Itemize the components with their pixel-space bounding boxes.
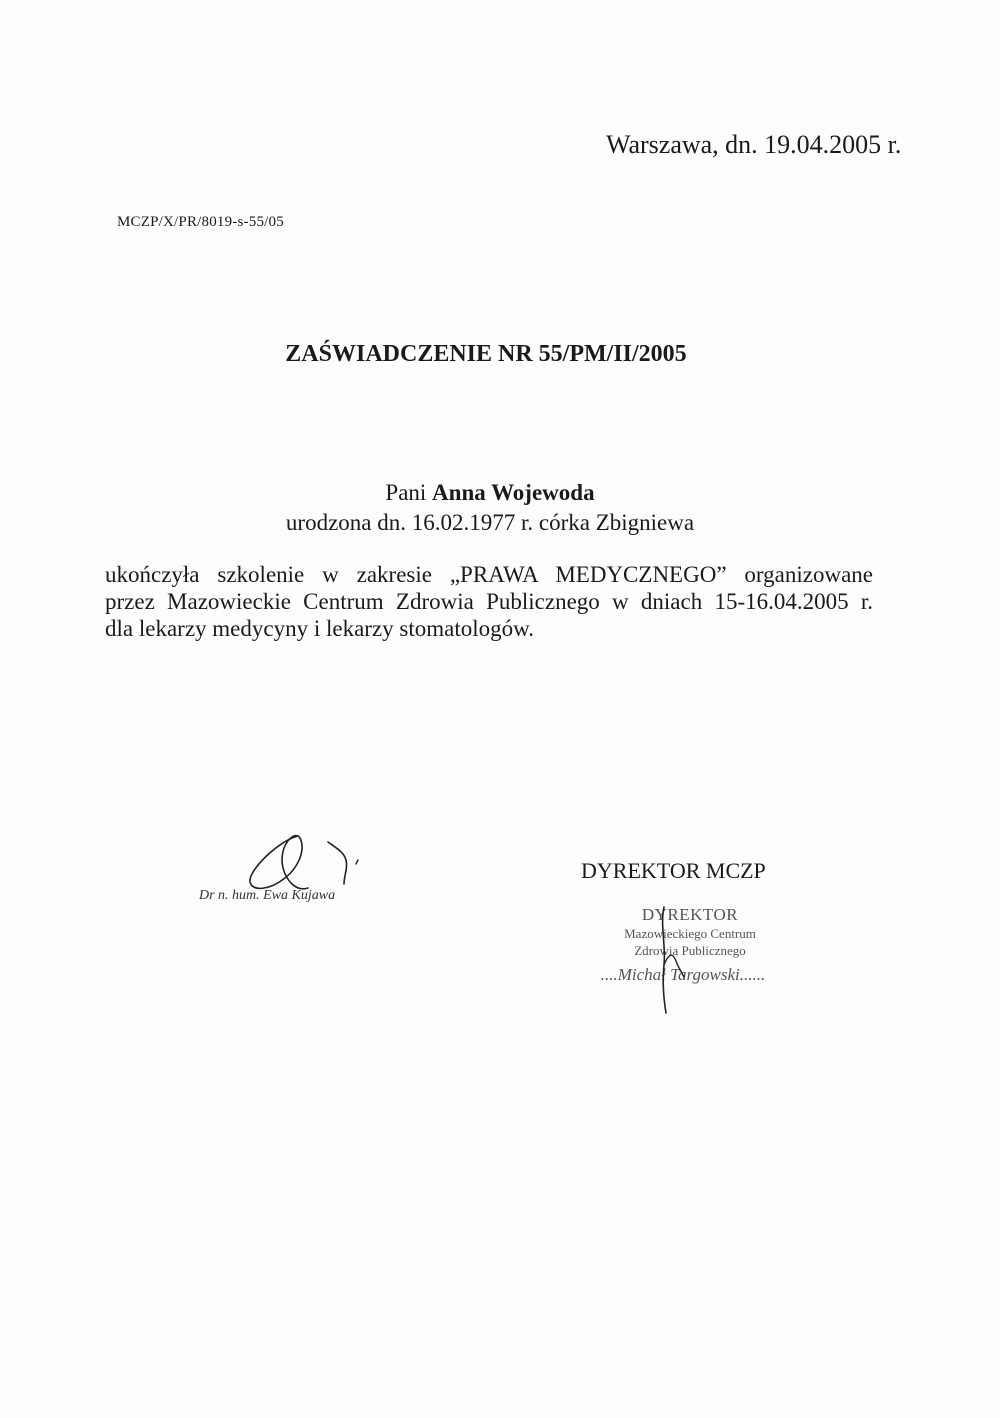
director-signature-scribble: [620, 905, 730, 1015]
certificate-body: [105, 561, 873, 642]
recipient-line: [0, 478, 990, 508]
stamp-title: DYREKTOR: [641, 905, 739, 924]
body-line-1: ukończyła szkolenie w zakresie „PRAWA MEDYCZNEGO” organizowane: [105, 562, 873, 587]
left-signatory-name: Dr n. hum. Ewa Kujawa: [199, 888, 336, 903]
recipient-salutation: Pani: [385, 480, 427, 505]
stamp-line-2: Zdrowia Publicznego: [634, 943, 746, 958]
reference-number: MCZP/X/PR/8019-s-55/05: [117, 214, 284, 230]
document-title-text: ZAŚWIADCZENIE NR 55/PM/II/2005: [285, 341, 687, 367]
recipient-details: urodzona dn. 16.02.1977 r. córka Zbigniewa: [285, 510, 695, 535]
stamp-signatory-name: ....Michał Targowski......: [600, 965, 766, 984]
director-label: DYREKTOR MCZP: [581, 858, 766, 883]
recipient-block: [0, 478, 1000, 538]
recipient-name: Anna Wojewoda: [432, 480, 595, 505]
body-line-3: dla lekarzy medycyny i lekarzy stomatologów.: [105, 616, 534, 641]
place-date: Warszawa, dn. 19.04.2005 r.: [606, 130, 902, 159]
document-title: [0, 341, 1000, 368]
stamp-line-1: Mazowieckiego Centrum: [624, 926, 756, 941]
body-line-2: przez Mazowieckie Centrum Zdrowia Publicznego w dniach 15-16.04.2005 r.: [105, 589, 873, 614]
